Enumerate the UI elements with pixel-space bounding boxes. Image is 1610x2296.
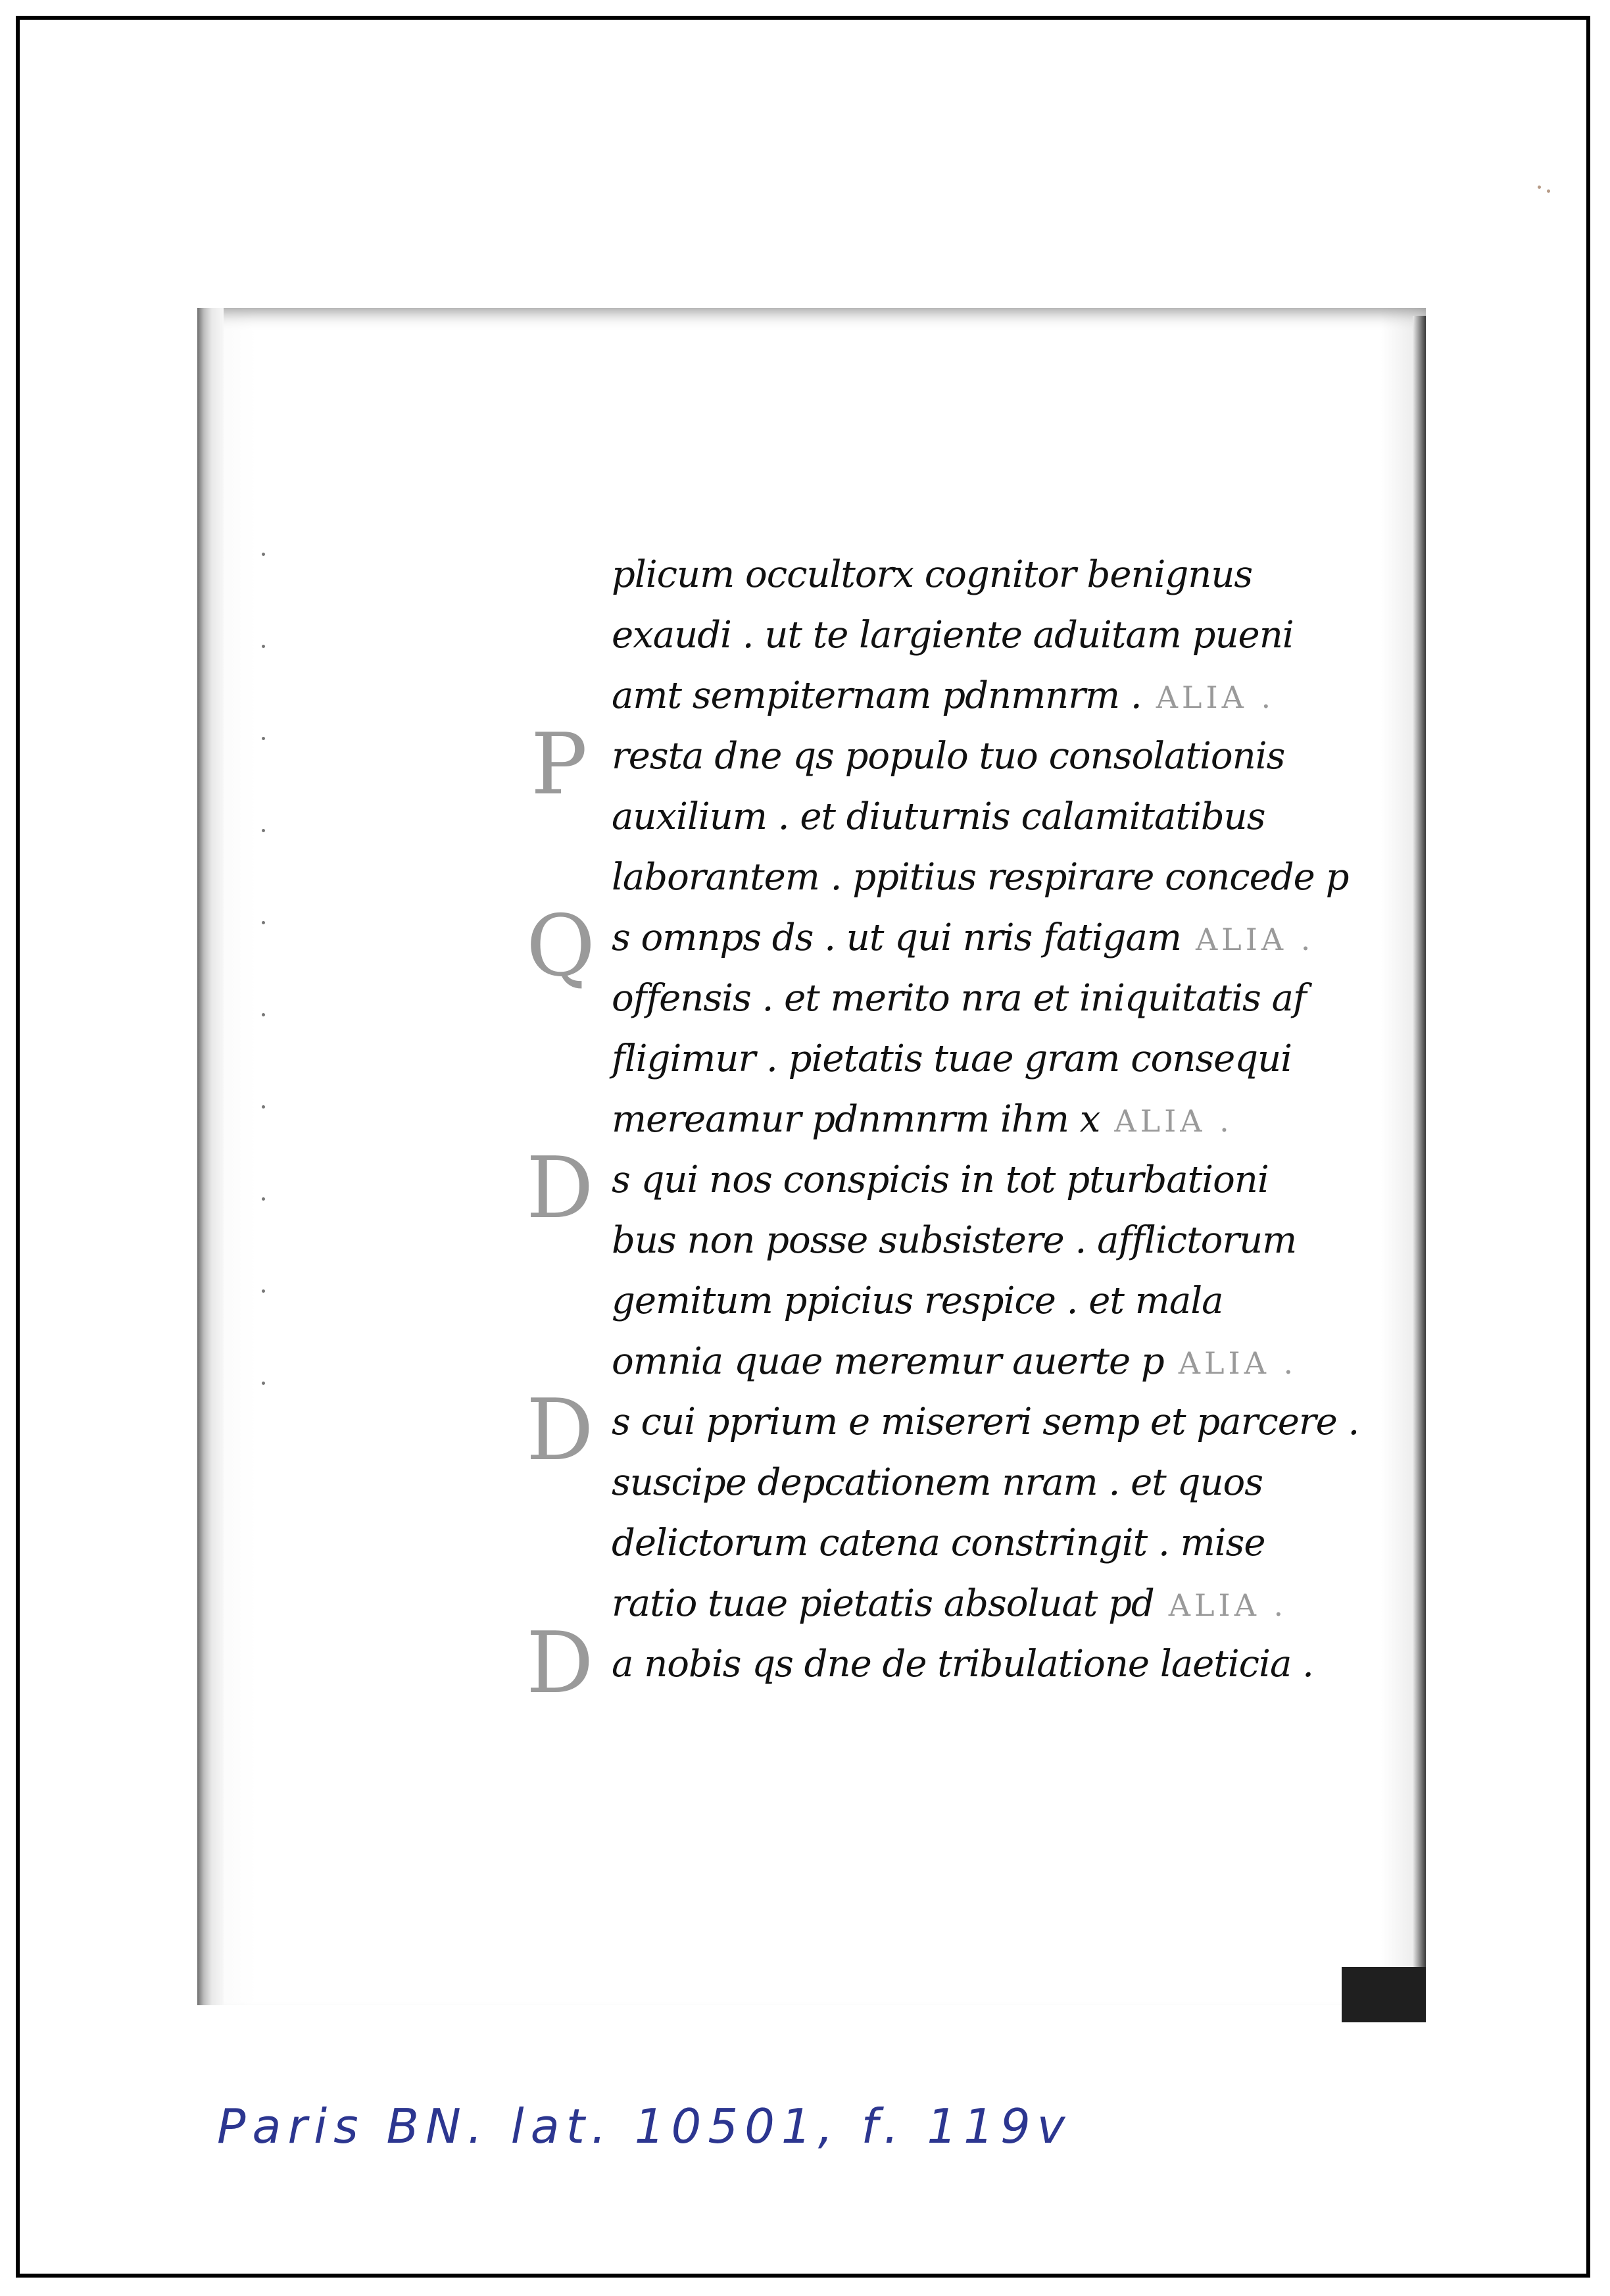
manuscript-line: laborantem . ppitius respirare concede p — [612, 856, 1349, 899]
pricking-hole — [262, 1289, 265, 1293]
manuscript-line: plicum occultorx cognitor benignus — [612, 553, 1253, 596]
manuscript-line: omnia quae meremur auerte p ALIA . — [612, 1340, 1298, 1383]
photo-left-edge — [197, 308, 224, 2005]
rubric-alia: ALIA . — [1114, 1103, 1233, 1139]
manuscript-line: resta dne qs populo tuo consolationis — [612, 735, 1285, 778]
manuscript-line: ratio tuae pietatis absoluat pd ALIA . — [612, 1582, 1288, 1625]
manuscript-line: gemitum ppicius respice . et mala — [612, 1280, 1223, 1322]
manuscript-line: a nobis qs dne de tribulatione laeticia . — [612, 1643, 1313, 1685]
pricking-hole — [262, 1197, 265, 1201]
manuscript-line: s qui nos conspicis in tot pturbationi — [612, 1159, 1269, 1201]
manuscript-line: fligimur . pietatis tuae gram consequi — [612, 1037, 1292, 1080]
pricking-hole — [262, 1013, 265, 1016]
manuscript-line: offensis . et merito nra et iniquitatis af — [612, 977, 1306, 1020]
manuscript-line: auxilium . et diuturnis calamitatibus — [612, 795, 1265, 838]
pricking-hole — [262, 553, 265, 556]
manuscript-line: s omnps ds . ut qui nris fatigam ALIA . — [612, 916, 1315, 959]
scan-speck — [1538, 186, 1541, 189]
scan-speck — [1547, 189, 1550, 193]
rubric-alia: ALIA . — [1168, 1587, 1288, 1623]
manuscript-line: amt sempiternam pdnmnrm . ALIA . — [612, 674, 1275, 717]
manuscript-line: bus non posse subsistere . afflictorum — [612, 1219, 1297, 1262]
initial-letter-q: Q — [526, 897, 595, 995]
manuscript-line: delictorum catena constringit . mise — [612, 1522, 1265, 1564]
pricking-holes — [262, 553, 268, 1460]
rubric-alia: ALIA . — [1156, 680, 1275, 715]
rubric-alia: ALIA . — [1195, 922, 1315, 957]
initial-letter-d: D — [526, 1614, 594, 1712]
pricking-hole — [262, 645, 265, 648]
pricking-hole — [262, 921, 265, 924]
initial-letter-d: D — [526, 1382, 594, 1480]
photo-corner-shadow — [1342, 1967, 1426, 2022]
handwritten-caption: Paris BN. lat. 10501, f. 119v — [217, 2099, 1072, 2154]
photo-right-edge — [1413, 316, 1426, 2013]
pricking-hole — [262, 737, 265, 740]
pricking-hole — [262, 829, 265, 832]
initial-letter-p: P — [530, 716, 588, 814]
rubric-alia: ALIA . — [1178, 1345, 1298, 1381]
pricking-hole — [262, 1382, 265, 1385]
initial-letter-d: D — [526, 1139, 594, 1237]
manuscript-line: exaudi . ut te largiente aduitam pueni — [612, 614, 1294, 657]
manuscript-line: suscipe depcationem nram . et quos — [612, 1461, 1263, 1504]
manuscript-line: mereamur pdnmnrm ihm x ALIA . — [612, 1098, 1233, 1141]
pricking-hole — [262, 1105, 265, 1109]
manuscript-line: s cui pprium e misereri semp et parcere . — [612, 1401, 1359, 1443]
